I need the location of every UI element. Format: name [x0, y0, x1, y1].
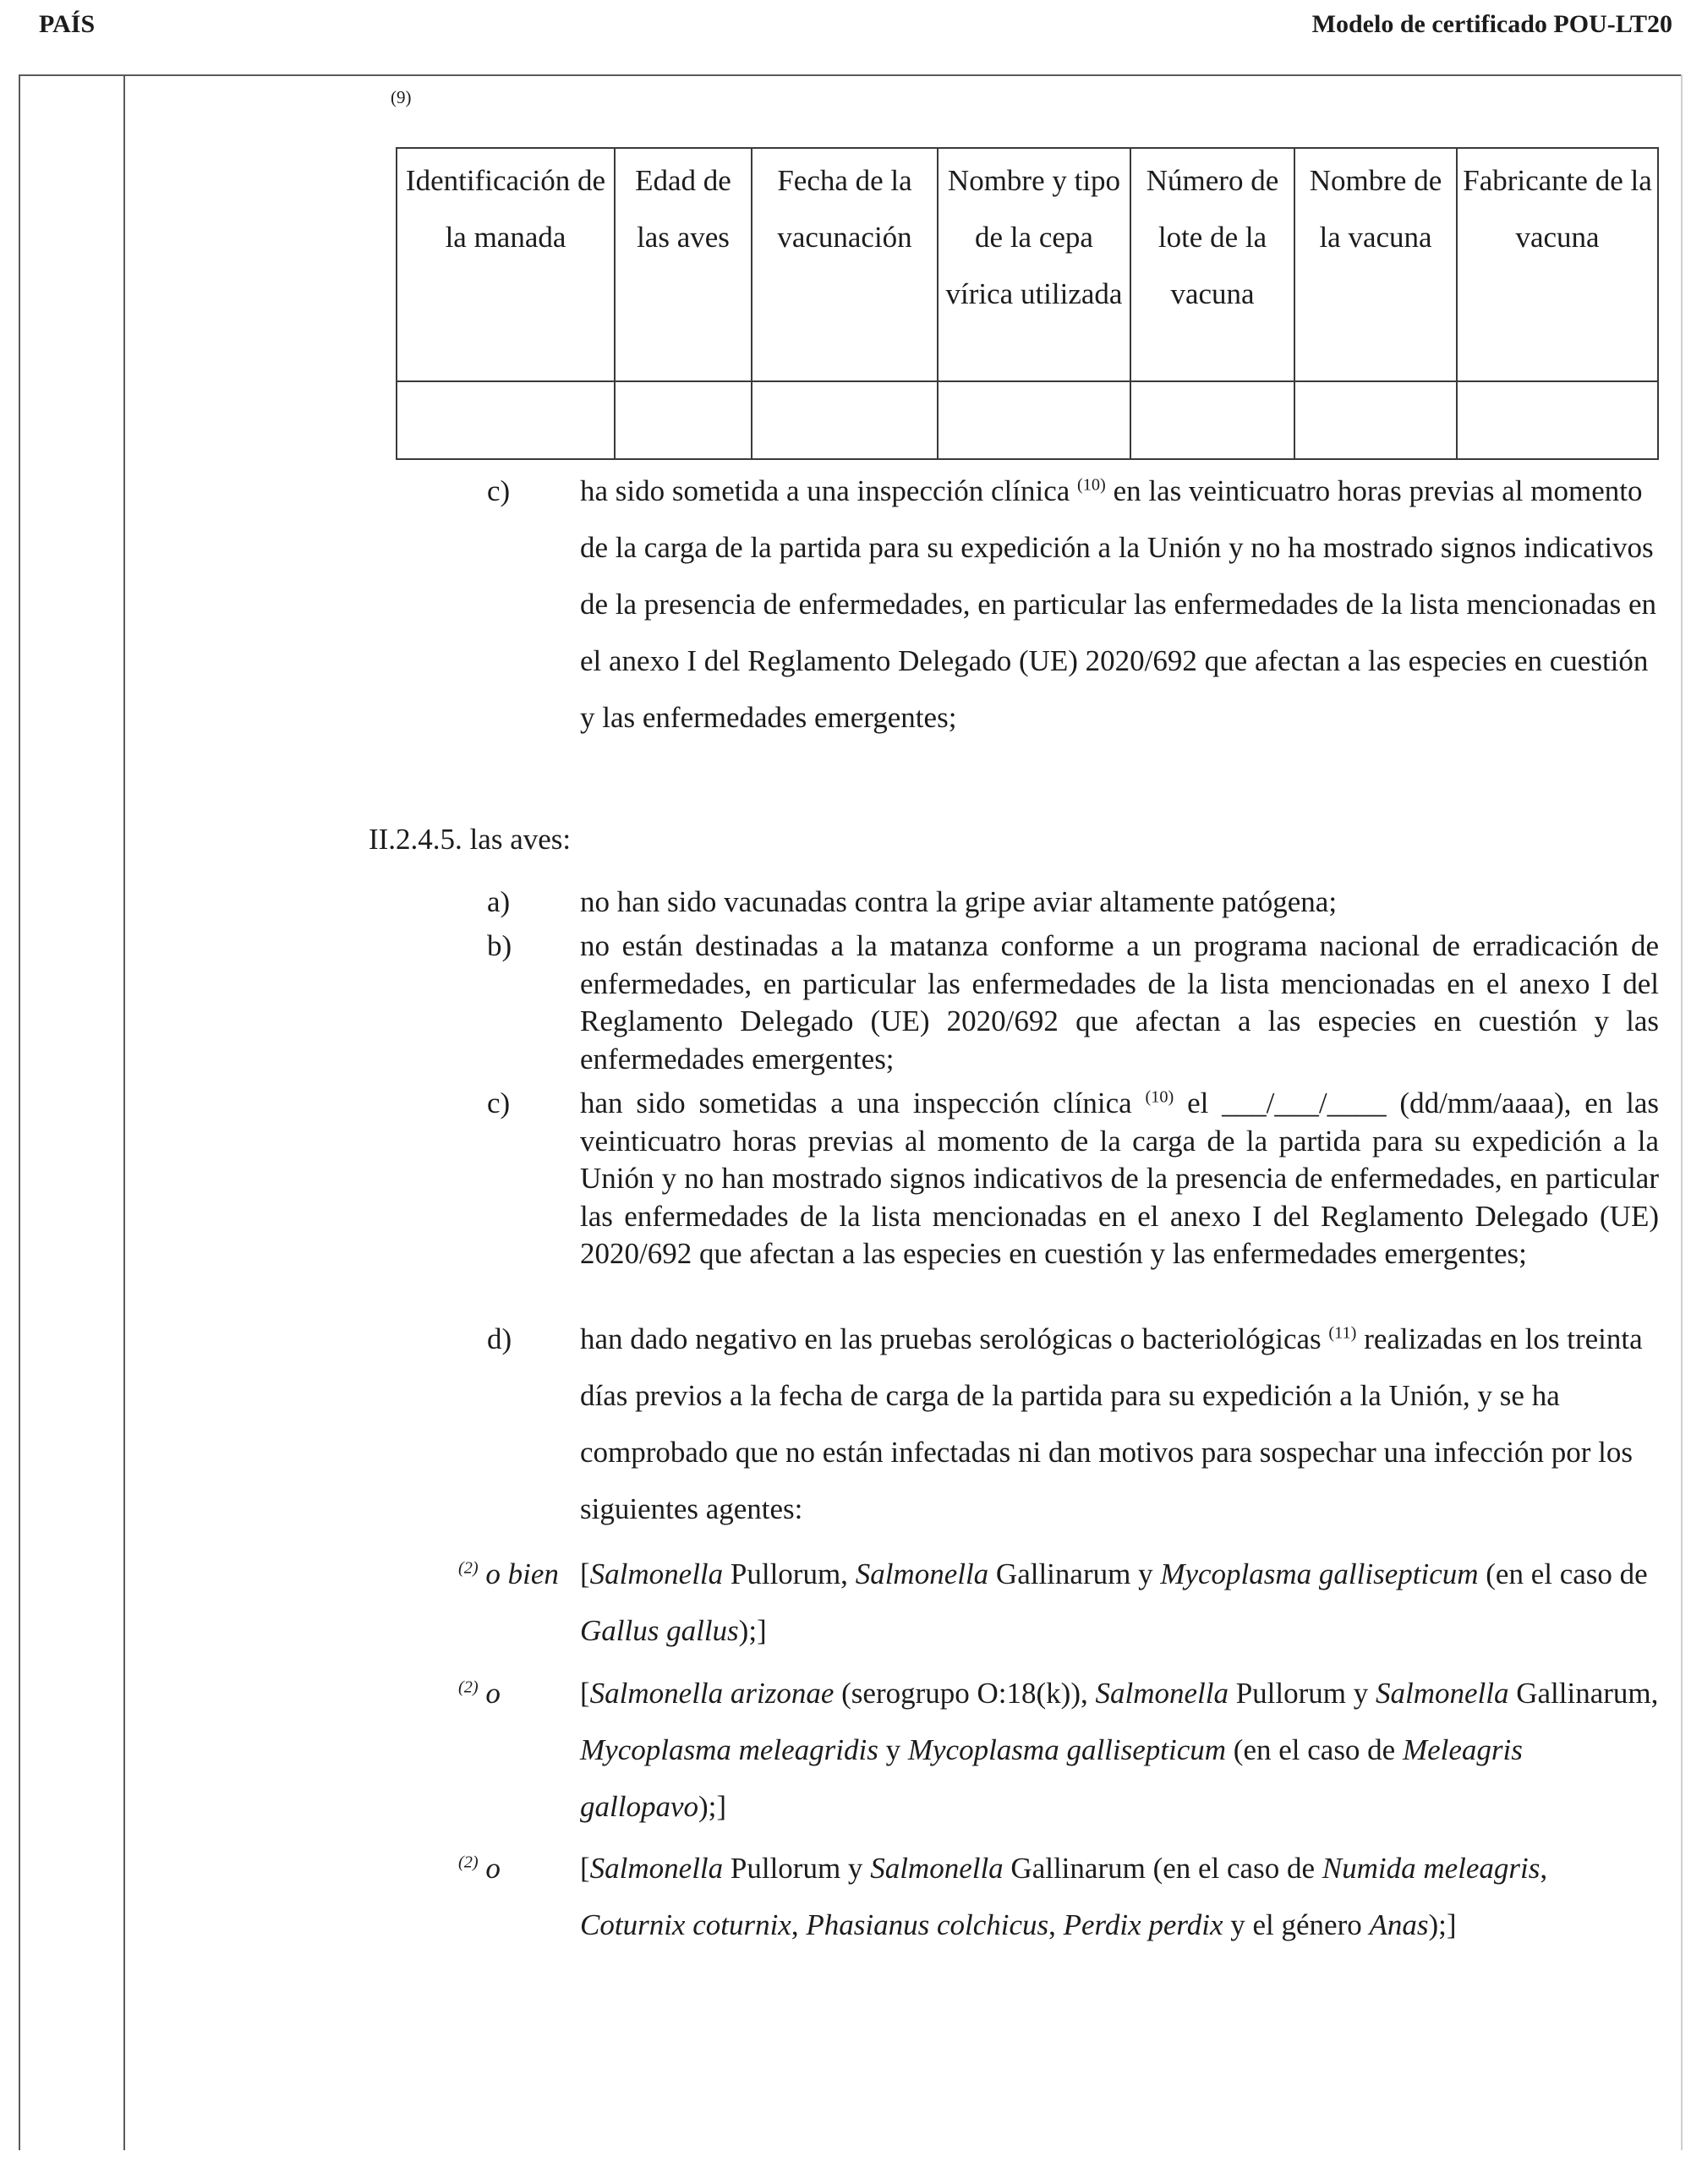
item-c1-text [580, 463, 1659, 746]
option-text-part-italic: Mycoplasma gallisepticum [1160, 1557, 1479, 1590]
option-text-part-italic: Salmonella [1376, 1677, 1509, 1710]
option-text-part: , [1048, 1908, 1064, 1941]
header-model-title: Modelo de certificado POU-LT20 [1311, 10, 1672, 38]
frame-left-border [19, 74, 20, 2150]
option-3-word: o [485, 1852, 501, 1885]
option-text-part: );] [1428, 1908, 1457, 1941]
option-text-part: Gallinarum (en el caso de [1003, 1852, 1322, 1885]
option-text-part-italic: Coturnix coturnix [580, 1908, 791, 1941]
option-text-part: );] [698, 1790, 727, 1823]
item-b-label: b) [487, 929, 512, 962]
item-d-text-b: realizadas en los treinta días previos a la fecha de carga de la partida para su expedición a la Unión, y se ha comprobado que no están infectadas ni dan motivos para sospechar una infección por los siguientes agentes: [580, 1322, 1643, 1525]
table-cell[interactable] [397, 381, 615, 459]
option-text-part-italic: Anas [1369, 1908, 1429, 1941]
col-header-flock-id: Identificación de la manada [397, 148, 615, 381]
option-2-word: o [485, 1677, 501, 1710]
item-a-label: a) [487, 885, 511, 918]
table-cell[interactable] [615, 381, 752, 459]
table-cell[interactable] [1294, 381, 1457, 459]
footnote-ref-11: (11) [1328, 1323, 1357, 1343]
col-header-vaccine-name: Nombre de la vacuna [1294, 148, 1457, 381]
item-d-text-a: han dado negativo en las pruebas serológicas o bacteriológicas [580, 1322, 1322, 1355]
footnote-ref-9: (9) [391, 87, 412, 107]
col-header-batch-number: Número de lote de la vacuna [1130, 148, 1294, 381]
header-country: PAÍS [39, 10, 96, 38]
option-text-part-italic: Salmonella [589, 1557, 724, 1590]
option-text-part: y el género [1223, 1908, 1370, 1941]
footnote-ref-2: (2) [458, 1558, 479, 1578]
option-2-label [458, 1665, 501, 1721]
option-text-part: Pullorum y [1228, 1677, 1376, 1710]
option-text-part-italic: Salmonella [870, 1852, 1004, 1885]
option-3-label [458, 1840, 501, 1897]
option-text-part-italic: Meleagris gallopavo [580, 1733, 1523, 1823]
table-cell[interactable] [938, 381, 1130, 459]
item-b-text: no están destinadas a la matanza conforme a un programa nacional de erradicación de enfermedades, en particular las enfermedades de la lista mencionadas en el anexo I del Reglamento Delegado (UE) 2020/692 que afectan a las especies en cuestión y las enfermedades emergentes; [580, 929, 1659, 1076]
option-text-part: );] [738, 1614, 767, 1647]
frame-right-border [1681, 74, 1683, 2150]
item-c2-text-a: han sido sometidas a una inspección clínica [580, 1087, 1132, 1119]
col-header-manufacturer: Fabricante de la vacuna [1457, 148, 1658, 381]
item-c1-text-b: en las veinticuatro horas previas al momento de la carga de la partida para su expedición a la Unión y no ha mostrado signos indicativos de la presencia de enfermedades, en particular las enfermedades de la lista mencionadas en el anexo I del Reglamento Delegado (UE) 2020/692 que afectan a las especies en cuestión y las enfermedades emergentes; [580, 474, 1656, 734]
vaccination-table [396, 147, 1659, 460]
option-text-part-italic: Salmonella arizonae [589, 1677, 835, 1710]
option-text-part: , [1540, 1852, 1548, 1885]
col-header-vaccination-date: Fecha de la vacunación [752, 148, 938, 381]
item-c2-label: c) [487, 1087, 511, 1119]
option-text-part: Pullorum y [723, 1852, 871, 1885]
option-text-part-italic: Perdix perdix [1063, 1908, 1223, 1941]
table-cell[interactable] [752, 381, 938, 459]
table-cell[interactable] [1130, 381, 1294, 459]
option-text-part: [ [580, 1677, 590, 1710]
option-text-part: [ [580, 1852, 590, 1885]
item-d-text [580, 1311, 1659, 1537]
option-text-part: [ [580, 1557, 590, 1590]
footnote-ref-2: (2) [458, 1853, 479, 1872]
option-text-part-italic: Salmonella [589, 1852, 724, 1885]
option-text-part: , [791, 1908, 807, 1941]
footnote-ref-10: (10) [1145, 1087, 1174, 1107]
option-text-part: y [878, 1733, 908, 1766]
option-text-part-italic: Mycoplasma meleagridis [580, 1733, 878, 1766]
option-text-part-italic: Mycoplasma gallisepticum [907, 1733, 1227, 1766]
section-heading: II.2.4.5. las aves: [369, 823, 572, 856]
item-d-label: d) [487, 1322, 512, 1355]
option-text-part-italic: Phasianus colchicus [806, 1908, 1049, 1941]
option-3-text [580, 1840, 1659, 1953]
option-text-part-italic: Gallus gallus [580, 1614, 739, 1647]
item-a-text: no han sido vacunadas contra la gripe aviar altamente patógena; [580, 885, 1338, 918]
item-c1-text-a: ha sido sometida a una inspección clínica [580, 474, 1070, 507]
option-text-part-italic: Salmonella [855, 1557, 989, 1590]
col-header-bird-age: Edad de las aves [615, 148, 752, 381]
option-text-part: (en el caso de [1226, 1733, 1403, 1766]
option-1-text [580, 1546, 1659, 1659]
table-row [397, 381, 1658, 459]
option-text-part: Pullorum, [723, 1557, 856, 1590]
option-1-label [458, 1546, 559, 1602]
option-1-word: o bien [485, 1557, 559, 1590]
option-text-part: Gallinarum y [988, 1557, 1161, 1590]
frame-inner-border [123, 74, 125, 2150]
footnote-ref-10: (10) [1077, 475, 1106, 495]
table-header-row [397, 148, 1658, 381]
option-text-part: Gallinarum, [1508, 1677, 1659, 1710]
footnote-ref-2: (2) [458, 1678, 479, 1697]
item-c2-text-b: el ___/___/____ (dd/mm/aaaa), en las veinticuatro horas previas al momento de la carga de la partida para su expedición a la Unión y no han mostrado signos indicativos de la presencia de enfermedades, en particular las enfermedades de la lista mencionadas en el anexo I del Reglamento Delegado (UE) 2020/692 que afectan a las especies en cuestión y las enfermedades emergentes; [580, 1087, 1660, 1270]
option-2-text [580, 1665, 1659, 1835]
option-text-part: (serogrupo O:18(k)), [834, 1677, 1096, 1710]
item-c1-label: c) [487, 474, 511, 507]
option-text-part-italic: Salmonella [1095, 1677, 1229, 1710]
col-header-strain: Nombre y tipo de la cepa vírica utilizada [938, 148, 1130, 381]
option-text-part: (en el caso de [1478, 1557, 1648, 1590]
frame-top-border [19, 74, 1683, 76]
option-text-part-italic: Numida meleagris [1322, 1852, 1541, 1885]
item-c2-text [580, 1085, 1659, 1273]
table-cell[interactable] [1457, 381, 1658, 459]
